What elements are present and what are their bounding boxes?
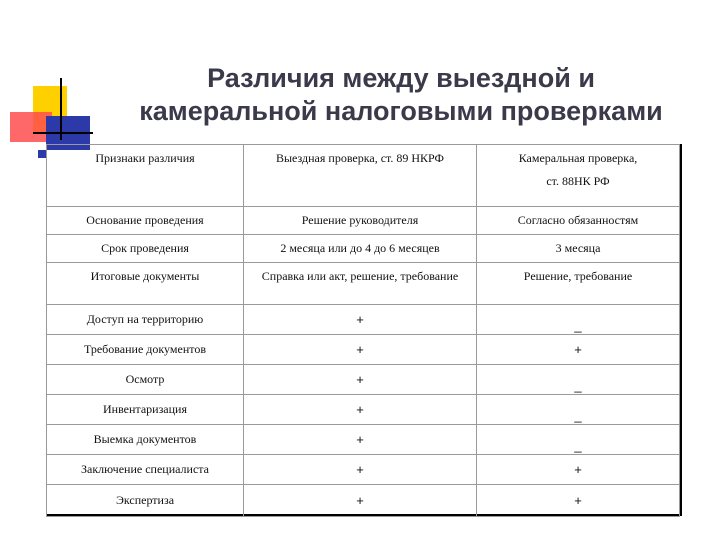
decor-horizontal-line [33, 132, 93, 134]
feature-cell: Экспертиза [47, 485, 244, 517]
feature-cell: Осмотр [47, 365, 244, 395]
feature-cell: Срок проведения [47, 235, 244, 263]
feature-cell: Инвентаризация [47, 395, 244, 425]
header-cell-field-audit: Выездная проверка, ст. 89 НКРФ [244, 145, 477, 207]
header-desk-line-2: ст. 88НК РФ [546, 174, 610, 188]
plus-mark: + [356, 311, 364, 327]
field-audit-cell: Решение руководителя [244, 207, 477, 235]
desk-audit-cell: 3 месяца [477, 235, 680, 263]
desk-audit-cell [477, 305, 680, 335]
header-cell-features: Признаки различия [47, 145, 244, 207]
plus-mark: + [356, 431, 364, 447]
feature-cell: Доступ на территорию [47, 305, 244, 335]
desk-audit-cell [477, 395, 680, 425]
feature-cell: Требование документов [47, 335, 244, 365]
dash-mark: _ [574, 407, 582, 423]
plus-mark: + [356, 492, 364, 508]
table-header-row [47, 145, 680, 207]
table-row [47, 425, 680, 455]
comparison-table [46, 144, 680, 517]
feature-cell: Заключение специалиста [47, 455, 244, 485]
header-cell-desk-audit [477, 145, 680, 207]
table-row [47, 305, 680, 335]
desk-audit-cell: Решение, требование [477, 263, 680, 305]
field-audit-cell [244, 485, 477, 517]
field-audit-cell [244, 425, 477, 455]
field-audit-cell [244, 305, 477, 335]
table-row [47, 207, 680, 235]
desk-audit-cell [477, 425, 680, 455]
plus-mark: + [574, 492, 582, 508]
dash-mark: _ [574, 437, 582, 453]
slide-title [96, 62, 706, 128]
decor-vertical-line [60, 78, 62, 140]
desk-audit-cell [477, 335, 680, 365]
plus-mark: + [574, 341, 582, 357]
field-audit-cell: Справка или акт, решение, требование [244, 263, 477, 305]
header-desk-line-1: Камеральная проверка, [518, 151, 638, 165]
plus-mark: + [356, 371, 364, 387]
field-audit-cell [244, 455, 477, 485]
slide-title-line-2: камеральной налоговыми проверками [139, 96, 663, 126]
table-row [47, 263, 680, 305]
desk-audit-cell: Согласно обязанностям [477, 207, 680, 235]
table-row [47, 455, 680, 485]
desk-audit-cell [477, 455, 680, 485]
dash-mark: _ [574, 377, 582, 393]
feature-cell: Основание проведения [47, 207, 244, 235]
plus-mark: + [356, 401, 364, 417]
plus-mark: + [356, 341, 364, 357]
table-row [47, 235, 680, 263]
comparison-table-frame [46, 144, 682, 516]
field-audit-cell [244, 395, 477, 425]
desk-audit-cell [477, 365, 680, 395]
table-row [47, 365, 680, 395]
dash-mark: _ [574, 317, 582, 333]
feature-cell: Выемка документов [47, 425, 244, 455]
plus-mark: + [356, 461, 364, 477]
table-row [47, 395, 680, 425]
desk-audit-cell [477, 485, 680, 517]
field-audit-cell: 2 месяца или до 4 до 6 месяцев [244, 235, 477, 263]
table-row [47, 485, 680, 517]
feature-cell: Итоговые документы [47, 263, 244, 305]
plus-mark: + [574, 461, 582, 477]
field-audit-cell [244, 365, 477, 395]
bullet-square-icon [38, 150, 46, 158]
slide-title-line-1: Различия между выездной и [207, 63, 595, 93]
field-audit-cell [244, 335, 477, 365]
table-row [47, 335, 680, 365]
